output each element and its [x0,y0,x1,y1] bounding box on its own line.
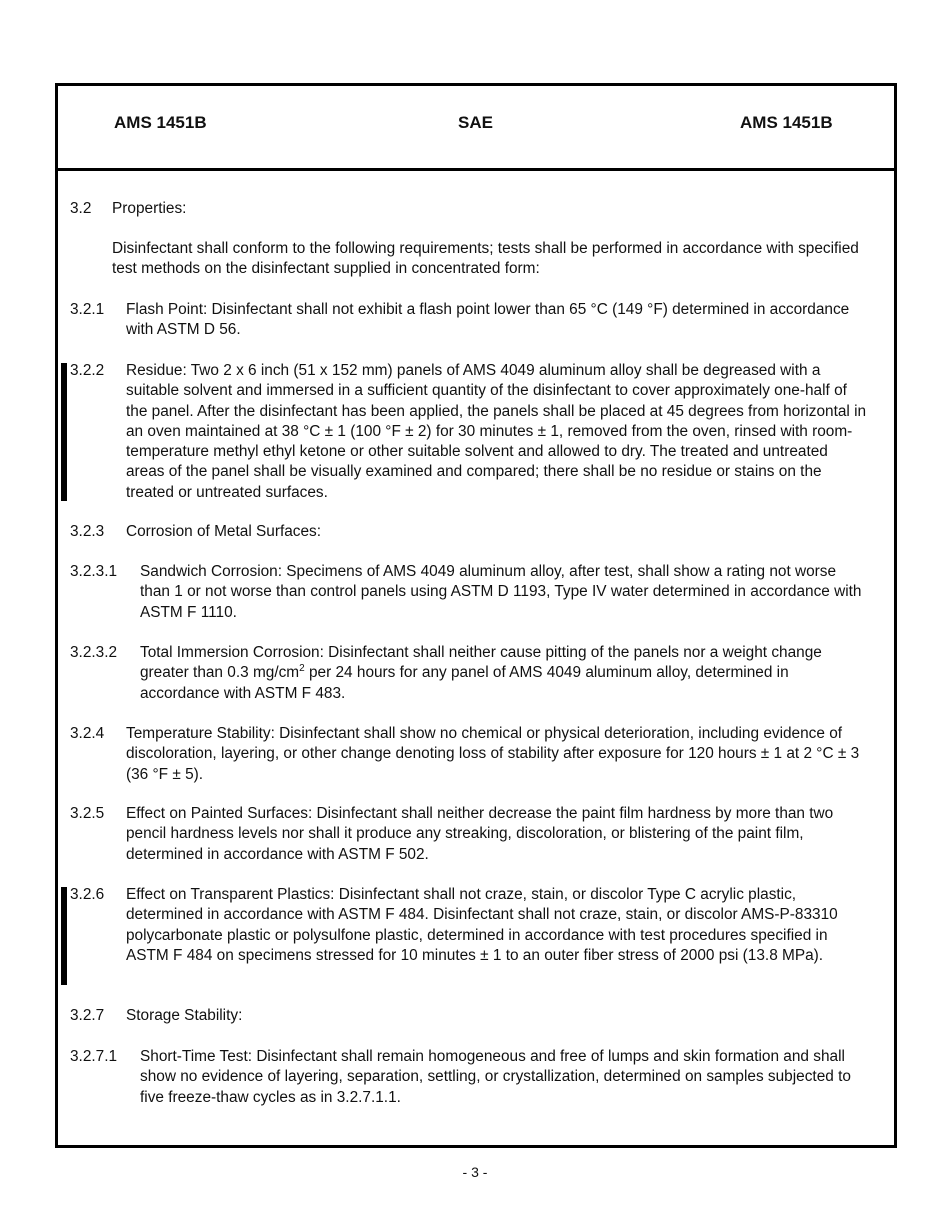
section-number: 3.2.6 [70,886,105,903]
section-text-part: Total Immersion Corrosion: Disinfectant shall neither cause pitting of the panels nor a weight change greater than 0.3 mg/cm [140,644,822,682]
page-header [58,86,894,171]
section-text: Residue: Two 2 x 6 inch (51 x 152 mm) panels of AMS 4049 aluminum alloy shall be degreased with a suitable solvent and immersed in a sufficient quantity of the disinfectant to cover approximately one-half of the panel. After the disinfectant has been applied, the panels shall be placed at 45 degrees from horizontal in an oven maintained at 38 °C ± 1 (100 °F ± 2) for 30 minutes ± 1, removed from the oven, rinsed with room-temperature methyl ethyl ketone or other suitable solvent and allowed to dry. The treated and untreated areas of the panel shall be visually examined and compared; there shall be no residue or stains on the treated or untreated surfaces. [126,362,867,501]
section-number: 3.2.3.2 [70,644,118,661]
section-heading: Storage Stability: [126,1007,243,1024]
section-number: 3.2 [70,200,92,217]
section-number: 3.2.7 [70,1007,105,1024]
section-text: Temperature Stability: Disinfectant shall show no chemical or physical deterioration, including evidence of discoloration, layering, or other change denoting loss of stability after exposure for 120 hours ± 1 at 2 °C ± 3 (36 °F ± 5). [126,725,860,783]
header-org: SAE [458,113,493,132]
section-number: 3.2.1 [70,301,105,318]
section-heading: Corrosion of Metal Surfaces: [126,523,322,540]
section-3-2-intro: Disinfectant shall conform to the following requirements; tests shall be performed in accordance with specified test methods on the disinfectant supplied in concentrated form: [112,240,859,278]
revision-bar [61,363,67,501]
section-text: Effect on Painted Surfaces: Disinfectant shall neither decrease the paint film hardness by more than two pencil hardness levels nor shall it produce any streaking, discoloration, or blistering of the paint film, determined in accordance with ASTM F 502. [126,805,834,863]
section-text: Effect on Transparent Plastics: Disinfectant shall not craze, stain, or discolor Type C acrylic plastic, determined in accordance with ASTM F 484. Disinfectant shall not craze, stain, or discolor AMS-P-83310 polycarbonate plastic or polysulfone plastic, determined in accordance with test procedures specified in ASTM F 484 on specimens stressed for 10 minutes ± 1 to an outer fiber stress of 2000 psi (13.8 MPa). [126,886,838,964]
section-number: 3.2.2 [70,362,105,379]
section-heading: Properties: [112,200,187,217]
section-number: 3.2.7.1 [70,1048,118,1065]
section-text: Sandwich Corrosion: Specimens of AMS 4049 aluminum alloy, after test, shall show a rating not worse than 1 or not worse than control panels using ASTM D 1193, Type IV water determined in accordance with ASTM F 1110. [140,563,862,621]
header-doc-id-left: AMS 1451B [114,113,207,132]
section-number: 3.2.5 [70,805,105,822]
section-text [140,643,862,704]
superscript: 2 [299,663,305,675]
section-text: Short-Time Test: Disinfectant shall remain homogeneous and free of lumps and skin formation and shall show no evidence of layering, separation, settling, or crystallization, determined on samples subjected to five freeze-thaw cycles as in 3.2.7.1.1. [140,1048,851,1106]
section-number: 3.2.3.1 [70,563,118,580]
section-text-part: per 24 hours for any panel of AMS 4049 aluminum alloy, determined in accordance with ASTM F 483. [140,664,789,702]
section-number: 3.2.3 [70,523,105,540]
revision-bar [61,887,67,985]
section-text: Flash Point: Disinfectant shall not exhibit a flash point lower than 65 °C (149 °F) determined in accordance with ASTM D 56. [126,301,850,339]
section-number: 3.2.4 [70,725,105,742]
page-number: - 3 - [462,1164,488,1180]
header-doc-id-right: AMS 1451B [740,113,833,132]
